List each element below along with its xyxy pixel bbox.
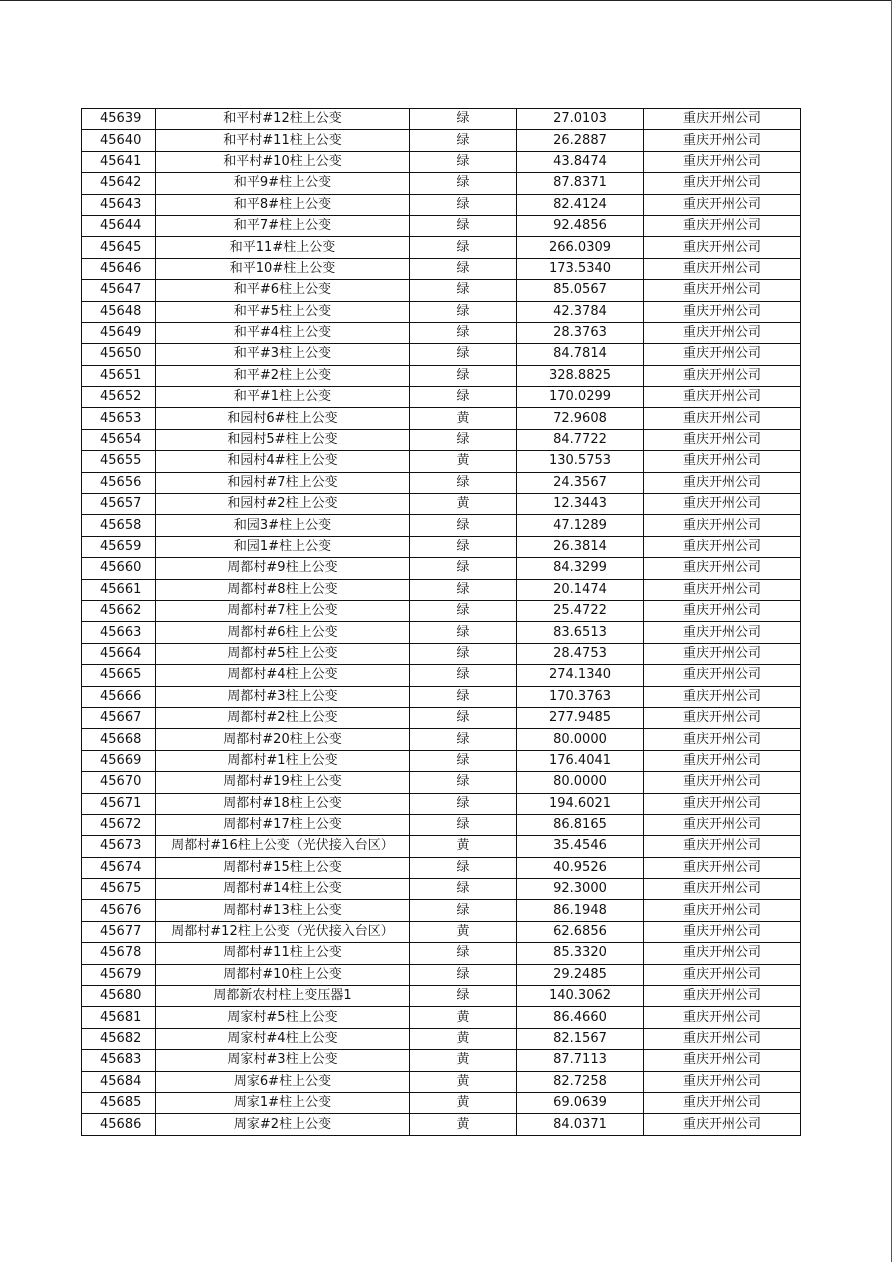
status-cell: 绿 bbox=[410, 301, 517, 322]
status-cell: 绿 bbox=[410, 943, 517, 964]
value-cell: 29.2485 bbox=[517, 964, 644, 985]
transformer-name-cell: 和平7#柱上公变 bbox=[156, 215, 410, 236]
row-id-cell: 45640 bbox=[82, 130, 156, 151]
row-id-cell: 45642 bbox=[82, 173, 156, 194]
status-cell: 绿 bbox=[410, 536, 517, 557]
status-cell: 绿 bbox=[410, 793, 517, 814]
company-cell: 重庆开州公司 bbox=[644, 622, 801, 643]
company-cell: 重庆开州公司 bbox=[644, 365, 801, 386]
table-row bbox=[82, 429, 801, 450]
status-cell: 绿 bbox=[410, 387, 517, 408]
value-cell: 84.7814 bbox=[517, 344, 644, 365]
transformer-name-cell: 周都村#19柱上公变 bbox=[156, 772, 410, 793]
value-cell: 92.3000 bbox=[517, 879, 644, 900]
status-cell: 绿 bbox=[410, 130, 517, 151]
value-cell: 25.4722 bbox=[517, 600, 644, 621]
table-row bbox=[82, 194, 801, 215]
company-cell: 重庆开州公司 bbox=[644, 579, 801, 600]
value-cell: 86.4660 bbox=[517, 1007, 644, 1028]
value-cell: 72.9608 bbox=[517, 408, 644, 429]
value-cell: 69.0639 bbox=[517, 1092, 644, 1113]
transformer-name-cell: 和平村#10柱上公变 bbox=[156, 151, 410, 172]
row-id-cell: 45649 bbox=[82, 322, 156, 343]
company-cell: 重庆开州公司 bbox=[644, 1114, 801, 1135]
transformer-name-cell: 周家村#5柱上公变 bbox=[156, 1007, 410, 1028]
transformer-name-cell: 周都新农村柱上变压器1 bbox=[156, 986, 410, 1007]
transformer-name-cell: 和园3#柱上公变 bbox=[156, 515, 410, 536]
table-row bbox=[82, 836, 801, 857]
table-row bbox=[82, 130, 801, 151]
company-cell: 重庆开州公司 bbox=[644, 1050, 801, 1071]
value-cell: 274.1340 bbox=[517, 665, 644, 686]
row-id-cell: 45668 bbox=[82, 729, 156, 750]
transformer-name-cell: 和平#6柱上公变 bbox=[156, 280, 410, 301]
transformer-name-cell: 周都村#13柱上公变 bbox=[156, 900, 410, 921]
row-id-cell: 45658 bbox=[82, 515, 156, 536]
company-cell: 重庆开州公司 bbox=[644, 600, 801, 621]
value-cell: 62.6856 bbox=[517, 921, 644, 942]
table-row bbox=[82, 472, 801, 493]
status-cell: 绿 bbox=[410, 772, 517, 793]
transformer-name-cell: 和平9#柱上公变 bbox=[156, 173, 410, 194]
company-cell: 重庆开州公司 bbox=[644, 900, 801, 921]
transformer-name-cell: 周家村#4柱上公变 bbox=[156, 1028, 410, 1049]
table-row bbox=[82, 579, 801, 600]
company-cell: 重庆开州公司 bbox=[644, 1007, 801, 1028]
row-id-cell: 45641 bbox=[82, 151, 156, 172]
table-row bbox=[82, 793, 801, 814]
transformer-name-cell: 和平10#柱上公变 bbox=[156, 258, 410, 279]
table-row bbox=[82, 494, 801, 515]
table-row bbox=[82, 1071, 801, 1092]
row-id-cell: 45653 bbox=[82, 408, 156, 429]
company-cell: 重庆开州公司 bbox=[644, 879, 801, 900]
company-cell: 重庆开州公司 bbox=[644, 921, 801, 942]
status-cell: 绿 bbox=[410, 879, 517, 900]
value-cell: 80.0000 bbox=[517, 729, 644, 750]
transformer-name-cell: 周都村#9柱上公变 bbox=[156, 558, 410, 579]
value-cell: 12.3443 bbox=[517, 494, 644, 515]
row-id-cell: 45672 bbox=[82, 814, 156, 835]
value-cell: 26.2887 bbox=[517, 130, 644, 151]
company-cell: 重庆开州公司 bbox=[644, 750, 801, 771]
transformer-name-cell: 周都村#4柱上公变 bbox=[156, 665, 410, 686]
row-id-cell: 45639 bbox=[82, 109, 156, 130]
row-id-cell: 45686 bbox=[82, 1114, 156, 1135]
status-cell: 绿 bbox=[410, 622, 517, 643]
company-cell: 重庆开州公司 bbox=[644, 836, 801, 857]
status-cell: 黄 bbox=[410, 1028, 517, 1049]
table-row bbox=[82, 900, 801, 921]
company-cell: 重庆开州公司 bbox=[644, 237, 801, 258]
table-row bbox=[82, 921, 801, 942]
row-id-cell: 45678 bbox=[82, 943, 156, 964]
status-cell: 绿 bbox=[410, 215, 517, 236]
company-cell: 重庆开州公司 bbox=[644, 494, 801, 515]
value-cell: 170.3763 bbox=[517, 686, 644, 707]
table-row bbox=[82, 1092, 801, 1113]
transformer-name-cell: 周都村#18柱上公变 bbox=[156, 793, 410, 814]
transformer-name-cell: 和园1#柱上公变 bbox=[156, 536, 410, 557]
status-cell: 黄 bbox=[410, 1007, 517, 1028]
transformer-name-cell: 和园村6#柱上公变 bbox=[156, 408, 410, 429]
company-cell: 重庆开州公司 bbox=[644, 1071, 801, 1092]
transformer-name-cell: 和园村#7柱上公变 bbox=[156, 472, 410, 493]
company-cell: 重庆开州公司 bbox=[644, 408, 801, 429]
row-id-cell: 45664 bbox=[82, 643, 156, 664]
transformer-name-cell: 和平#3柱上公变 bbox=[156, 344, 410, 365]
table-row bbox=[82, 772, 801, 793]
status-cell: 绿 bbox=[410, 579, 517, 600]
transformer-name-cell: 周都村#17柱上公变 bbox=[156, 814, 410, 835]
status-cell: 绿 bbox=[410, 322, 517, 343]
row-id-cell: 45679 bbox=[82, 964, 156, 985]
table-row bbox=[82, 408, 801, 429]
company-cell: 重庆开州公司 bbox=[644, 130, 801, 151]
table-row bbox=[82, 558, 801, 579]
transformer-name-cell: 周都村#3柱上公变 bbox=[156, 686, 410, 707]
company-cell: 重庆开州公司 bbox=[644, 943, 801, 964]
value-cell: 82.7258 bbox=[517, 1071, 644, 1092]
transformer-name-cell: 周家#2柱上公变 bbox=[156, 1114, 410, 1135]
row-id-cell: 45659 bbox=[82, 536, 156, 557]
table-row bbox=[82, 173, 801, 194]
value-cell: 28.3763 bbox=[517, 322, 644, 343]
transformer-name-cell: 和平#5柱上公变 bbox=[156, 301, 410, 322]
row-id-cell: 45662 bbox=[82, 600, 156, 621]
company-cell: 重庆开州公司 bbox=[644, 515, 801, 536]
value-cell: 82.4124 bbox=[517, 194, 644, 215]
status-cell: 绿 bbox=[410, 173, 517, 194]
row-id-cell: 45645 bbox=[82, 237, 156, 258]
table-row bbox=[82, 1007, 801, 1028]
row-id-cell: 45684 bbox=[82, 1071, 156, 1092]
company-cell: 重庆开州公司 bbox=[644, 322, 801, 343]
row-id-cell: 45661 bbox=[82, 579, 156, 600]
status-cell: 黄 bbox=[410, 408, 517, 429]
table-row bbox=[82, 365, 801, 386]
table-row bbox=[82, 600, 801, 621]
transformer-name-cell: 周家村#3柱上公变 bbox=[156, 1050, 410, 1071]
value-cell: 43.8474 bbox=[517, 151, 644, 172]
transformer-name-cell: 周都村#6柱上公变 bbox=[156, 622, 410, 643]
row-id-cell: 45677 bbox=[82, 921, 156, 942]
transformer-table bbox=[81, 108, 801, 1136]
transformer-name-cell: 和园村#2柱上公变 bbox=[156, 494, 410, 515]
table-row bbox=[82, 622, 801, 643]
company-cell: 重庆开州公司 bbox=[644, 707, 801, 728]
transformer-name-cell: 和平11#柱上公变 bbox=[156, 237, 410, 258]
row-id-cell: 45648 bbox=[82, 301, 156, 322]
company-cell: 重庆开州公司 bbox=[644, 772, 801, 793]
transformer-name-cell: 周都村#10柱上公变 bbox=[156, 964, 410, 985]
table-body bbox=[82, 109, 801, 1136]
company-cell: 重庆开州公司 bbox=[644, 451, 801, 472]
status-cell: 绿 bbox=[410, 151, 517, 172]
table-row bbox=[82, 943, 801, 964]
table-row bbox=[82, 857, 801, 878]
status-cell: 绿 bbox=[410, 900, 517, 921]
row-id-cell: 45676 bbox=[82, 900, 156, 921]
table-row bbox=[82, 322, 801, 343]
status-cell: 绿 bbox=[410, 665, 517, 686]
value-cell: 170.0299 bbox=[517, 387, 644, 408]
row-id-cell: 45666 bbox=[82, 686, 156, 707]
value-cell: 35.4546 bbox=[517, 836, 644, 857]
value-cell: 173.5340 bbox=[517, 258, 644, 279]
transformer-name-cell: 和平村#12柱上公变 bbox=[156, 109, 410, 130]
table-row bbox=[82, 665, 801, 686]
value-cell: 26.3814 bbox=[517, 536, 644, 557]
transformer-name-cell: 周都村#14柱上公变 bbox=[156, 879, 410, 900]
value-cell: 28.4753 bbox=[517, 643, 644, 664]
table-row bbox=[82, 1114, 801, 1135]
value-cell: 83.6513 bbox=[517, 622, 644, 643]
company-cell: 重庆开州公司 bbox=[644, 258, 801, 279]
row-id-cell: 45665 bbox=[82, 665, 156, 686]
table-row bbox=[82, 280, 801, 301]
transformer-name-cell: 周家1#柱上公变 bbox=[156, 1092, 410, 1113]
status-cell: 绿 bbox=[410, 194, 517, 215]
status-cell: 绿 bbox=[410, 729, 517, 750]
company-cell: 重庆开州公司 bbox=[644, 986, 801, 1007]
table-row bbox=[82, 151, 801, 172]
value-cell: 130.5753 bbox=[517, 451, 644, 472]
value-cell: 84.3299 bbox=[517, 558, 644, 579]
value-cell: 92.4856 bbox=[517, 215, 644, 236]
value-cell: 86.8165 bbox=[517, 814, 644, 835]
status-cell: 绿 bbox=[410, 964, 517, 985]
status-cell: 黄 bbox=[410, 836, 517, 857]
transformer-name-cell: 和平#4柱上公变 bbox=[156, 322, 410, 343]
company-cell: 重庆开州公司 bbox=[644, 344, 801, 365]
value-cell: 27.0103 bbox=[517, 109, 644, 130]
row-id-cell: 45651 bbox=[82, 365, 156, 386]
row-id-cell: 45682 bbox=[82, 1028, 156, 1049]
table-row bbox=[82, 1028, 801, 1049]
status-cell: 绿 bbox=[410, 344, 517, 365]
company-cell: 重庆开州公司 bbox=[644, 215, 801, 236]
value-cell: 20.1474 bbox=[517, 579, 644, 600]
row-id-cell: 45673 bbox=[82, 836, 156, 857]
row-id-cell: 45675 bbox=[82, 879, 156, 900]
row-id-cell: 45671 bbox=[82, 793, 156, 814]
transformer-name-cell: 和平#1柱上公变 bbox=[156, 387, 410, 408]
transformer-name-cell: 周都村#11柱上公变 bbox=[156, 943, 410, 964]
status-cell: 绿 bbox=[410, 365, 517, 386]
row-id-cell: 45667 bbox=[82, 707, 156, 728]
status-cell: 黄 bbox=[410, 1050, 517, 1071]
table-row bbox=[82, 451, 801, 472]
transformer-name-cell: 周都村#12柱上公变（光伏接入台区） bbox=[156, 921, 410, 942]
company-cell: 重庆开州公司 bbox=[644, 665, 801, 686]
table-row bbox=[82, 536, 801, 557]
status-cell: 绿 bbox=[410, 986, 517, 1007]
transformer-name-cell: 周都村#15柱上公变 bbox=[156, 857, 410, 878]
row-id-cell: 45685 bbox=[82, 1092, 156, 1113]
row-id-cell: 45670 bbox=[82, 772, 156, 793]
row-id-cell: 45660 bbox=[82, 558, 156, 579]
transformer-name-cell: 周都村#8柱上公变 bbox=[156, 579, 410, 600]
value-cell: 85.3320 bbox=[517, 943, 644, 964]
status-cell: 绿 bbox=[410, 258, 517, 279]
value-cell: 277.9485 bbox=[517, 707, 644, 728]
status-cell: 绿 bbox=[410, 686, 517, 707]
row-id-cell: 45652 bbox=[82, 387, 156, 408]
transformer-name-cell: 周都村#5柱上公变 bbox=[156, 643, 410, 664]
value-cell: 24.3567 bbox=[517, 472, 644, 493]
table-row bbox=[82, 1050, 801, 1071]
row-id-cell: 45663 bbox=[82, 622, 156, 643]
value-cell: 40.9526 bbox=[517, 857, 644, 878]
status-cell: 绿 bbox=[410, 814, 517, 835]
status-cell: 黄 bbox=[410, 1092, 517, 1113]
transformer-name-cell: 和园村5#柱上公变 bbox=[156, 429, 410, 450]
table-row bbox=[82, 215, 801, 236]
transformer-name-cell: 周都村#1柱上公变 bbox=[156, 750, 410, 771]
table-row bbox=[82, 879, 801, 900]
table-row bbox=[82, 301, 801, 322]
status-cell: 黄 bbox=[410, 1071, 517, 1092]
company-cell: 重庆开州公司 bbox=[644, 814, 801, 835]
company-cell: 重庆开州公司 bbox=[644, 1092, 801, 1113]
transformer-name-cell: 和平村#11柱上公变 bbox=[156, 130, 410, 151]
value-cell: 82.1567 bbox=[517, 1028, 644, 1049]
table-row bbox=[82, 750, 801, 771]
table-row bbox=[82, 814, 801, 835]
company-cell: 重庆开州公司 bbox=[644, 151, 801, 172]
table-row bbox=[82, 686, 801, 707]
value-cell: 328.8825 bbox=[517, 365, 644, 386]
row-id-cell: 45644 bbox=[82, 215, 156, 236]
status-cell: 绿 bbox=[410, 707, 517, 728]
row-id-cell: 45647 bbox=[82, 280, 156, 301]
status-cell: 黄 bbox=[410, 1114, 517, 1135]
table-row bbox=[82, 707, 801, 728]
table-row bbox=[82, 515, 801, 536]
value-cell: 84.0371 bbox=[517, 1114, 644, 1135]
transformer-name-cell: 和园村4#柱上公变 bbox=[156, 451, 410, 472]
transformer-name-cell: 和平#2柱上公变 bbox=[156, 365, 410, 386]
company-cell: 重庆开州公司 bbox=[644, 686, 801, 707]
status-cell: 绿 bbox=[410, 237, 517, 258]
status-cell: 绿 bbox=[410, 280, 517, 301]
company-cell: 重庆开州公司 bbox=[644, 857, 801, 878]
row-id-cell: 45681 bbox=[82, 1007, 156, 1028]
table-row bbox=[82, 237, 801, 258]
company-cell: 重庆开州公司 bbox=[644, 387, 801, 408]
company-cell: 重庆开州公司 bbox=[644, 1028, 801, 1049]
value-cell: 176.4041 bbox=[517, 750, 644, 771]
company-cell: 重庆开州公司 bbox=[644, 536, 801, 557]
value-cell: 42.3784 bbox=[517, 301, 644, 322]
value-cell: 140.3062 bbox=[517, 986, 644, 1007]
status-cell: 绿 bbox=[410, 515, 517, 536]
status-cell: 黄 bbox=[410, 494, 517, 515]
status-cell: 绿 bbox=[410, 558, 517, 579]
transformer-name-cell: 周家6#柱上公变 bbox=[156, 1071, 410, 1092]
transformer-name-cell: 周都村#7柱上公变 bbox=[156, 600, 410, 621]
row-id-cell: 45680 bbox=[82, 986, 156, 1007]
row-id-cell: 45650 bbox=[82, 344, 156, 365]
table-row bbox=[82, 258, 801, 279]
company-cell: 重庆开州公司 bbox=[644, 472, 801, 493]
row-id-cell: 45643 bbox=[82, 194, 156, 215]
table-row bbox=[82, 964, 801, 985]
company-cell: 重庆开州公司 bbox=[644, 643, 801, 664]
row-id-cell: 45669 bbox=[82, 750, 156, 771]
transformer-name-cell: 周都村#20柱上公变 bbox=[156, 729, 410, 750]
transformer-name-cell: 周都村#2柱上公变 bbox=[156, 707, 410, 728]
status-cell: 绿 bbox=[410, 472, 517, 493]
status-cell: 绿 bbox=[410, 600, 517, 621]
table-row bbox=[82, 387, 801, 408]
transformer-name-cell: 周都村#16柱上公变（光伏接入台区） bbox=[156, 836, 410, 857]
table-row bbox=[82, 986, 801, 1007]
company-cell: 重庆开州公司 bbox=[644, 173, 801, 194]
company-cell: 重庆开州公司 bbox=[644, 793, 801, 814]
value-cell: 87.8371 bbox=[517, 173, 644, 194]
status-cell: 绿 bbox=[410, 750, 517, 771]
row-id-cell: 45654 bbox=[82, 429, 156, 450]
status-cell: 绿 bbox=[410, 109, 517, 130]
table-row bbox=[82, 344, 801, 365]
status-cell: 绿 bbox=[410, 857, 517, 878]
value-cell: 87.7113 bbox=[517, 1050, 644, 1071]
status-cell: 绿 bbox=[410, 429, 517, 450]
status-cell: 黄 bbox=[410, 451, 517, 472]
value-cell: 80.0000 bbox=[517, 772, 644, 793]
company-cell: 重庆开州公司 bbox=[644, 964, 801, 985]
table-row bbox=[82, 109, 801, 130]
value-cell: 194.6021 bbox=[517, 793, 644, 814]
table-row bbox=[82, 643, 801, 664]
row-id-cell: 45657 bbox=[82, 494, 156, 515]
row-id-cell: 45674 bbox=[82, 857, 156, 878]
value-cell: 86.1948 bbox=[517, 900, 644, 921]
row-id-cell: 45683 bbox=[82, 1050, 156, 1071]
value-cell: 266.0309 bbox=[517, 237, 644, 258]
page-top-border bbox=[0, 0, 892, 1]
company-cell: 重庆开州公司 bbox=[644, 301, 801, 322]
table-row bbox=[82, 729, 801, 750]
value-cell: 85.0567 bbox=[517, 280, 644, 301]
company-cell: 重庆开州公司 bbox=[644, 558, 801, 579]
company-cell: 重庆开州公司 bbox=[644, 109, 801, 130]
company-cell: 重庆开州公司 bbox=[644, 280, 801, 301]
value-cell: 84.7722 bbox=[517, 429, 644, 450]
company-cell: 重庆开州公司 bbox=[644, 429, 801, 450]
value-cell: 47.1289 bbox=[517, 515, 644, 536]
row-id-cell: 45646 bbox=[82, 258, 156, 279]
status-cell: 黄 bbox=[410, 921, 517, 942]
company-cell: 重庆开州公司 bbox=[644, 194, 801, 215]
transformer-name-cell: 和平8#柱上公变 bbox=[156, 194, 410, 215]
row-id-cell: 45656 bbox=[82, 472, 156, 493]
company-cell: 重庆开州公司 bbox=[644, 729, 801, 750]
status-cell: 绿 bbox=[410, 643, 517, 664]
row-id-cell: 45655 bbox=[82, 451, 156, 472]
